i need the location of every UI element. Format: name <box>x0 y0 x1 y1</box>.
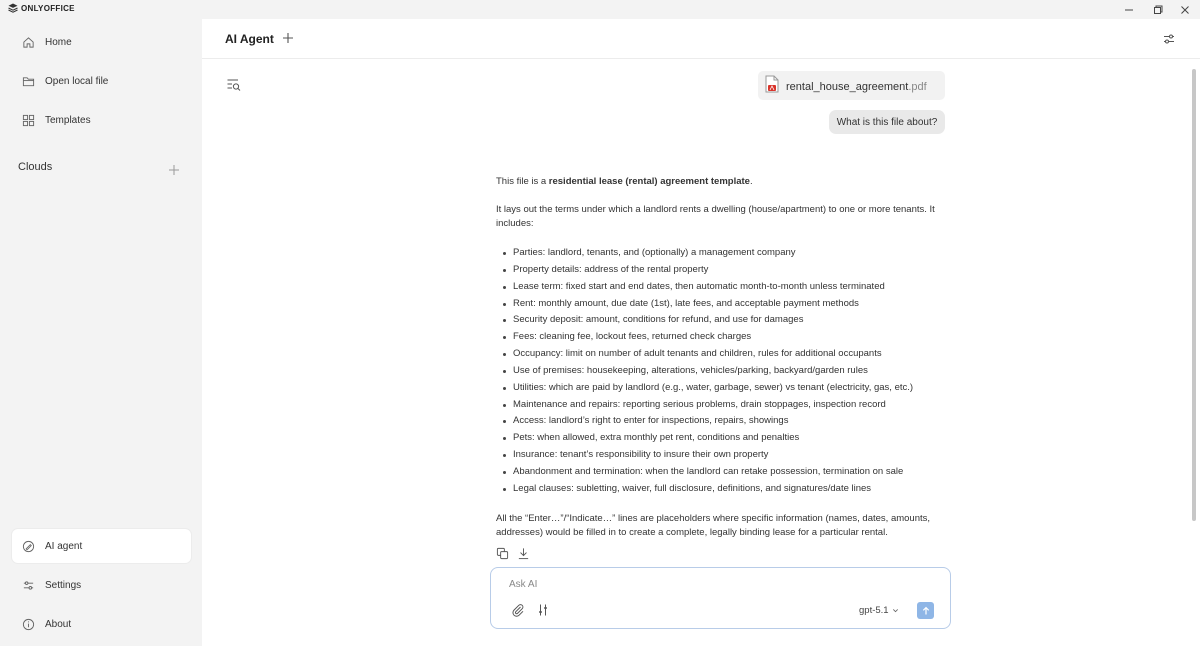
send-button[interactable] <box>917 602 934 619</box>
chevron-down-icon <box>892 607 899 614</box>
info-icon <box>12 618 45 631</box>
ask-ai-composer[interactable] <box>490 567 951 629</box>
clouds-section-label: Clouds <box>18 161 53 173</box>
sidebar-item-label: Settings <box>45 579 82 591</box>
history-search-icon <box>226 77 242 93</box>
pdf-file-icon <box>764 75 780 96</box>
list-item: Abandonment and termination: when the landlord can retake possession, termination on sale <box>496 464 956 481</box>
sidebar-item-label: Templates <box>45 114 91 126</box>
sidebar-item-label: About <box>45 618 72 630</box>
restore-icon[interactable] <box>1143 0 1173 19</box>
list-item: Insurance: tenant’s responsibility to insure their own property <box>496 447 956 464</box>
sliders-icon <box>1162 32 1176 46</box>
sliders-icon <box>12 579 45 592</box>
answer-list <box>496 245 956 498</box>
list-item: Maintenance and repairs: reporting serious problems, drain stoppages, inspection record <box>496 397 956 414</box>
title-bar <box>0 0 1200 19</box>
ai-agent-icon <box>12 540 45 553</box>
attached-file-chip[interactable] <box>758 71 945 100</box>
file-name: rental_house_agreement <box>786 80 909 93</box>
answer-closing: All the “Enter…”/“Indicate…” lines are placeholders where specific information (names, dates, amounts, addresses) would be filled in to create a complete, legally binding lease for a particular rental. <box>496 512 931 538</box>
chat-history-button[interactable] <box>226 77 242 93</box>
templates-grid-icon <box>12 114 45 127</box>
ask-ai-input[interactable]: Ask AI <box>509 579 538 590</box>
sidebar-item-templates[interactable] <box>12 103 191 137</box>
assistant-message <box>496 175 956 540</box>
list-item: Fees: cleaning fee, lockout fees, returned check charges <box>496 329 956 346</box>
download-button[interactable] <box>517 547 531 561</box>
add-cloud-button[interactable] <box>167 163 181 177</box>
arrow-up-icon <box>921 606 931 616</box>
list-item: Security deposit: amount, conditions for refund, and use for damages <box>496 312 956 329</box>
sidebar-item-label: Home <box>45 36 72 48</box>
paperclip-icon <box>511 603 525 617</box>
sidebar <box>0 19 202 646</box>
plus-icon <box>282 32 294 44</box>
copy-button[interactable] <box>496 547 510 561</box>
sidebar-item-label: AI agent <box>45 540 83 552</box>
list-item: Legal clauses: subletting, waiver, full disclosure, definitions, and signatures/date lines <box>496 481 956 498</box>
chat-area <box>202 59 1200 646</box>
minimize-icon[interactable] <box>1114 0 1144 19</box>
scrollbar-thumb[interactable] <box>1192 69 1196 521</box>
sidebar-item-ai-agent[interactable] <box>12 529 191 563</box>
brand-name: ONLYOFFICE <box>21 3 75 13</box>
user-message-bubble: What is this file about? <box>829 110 945 134</box>
sidebar-item-home[interactable] <box>12 25 191 59</box>
folder-icon <box>12 75 45 88</box>
copy-icon <box>496 547 509 560</box>
list-item: Utilities: which are paid by landlord (e.g., water, garbage, sewer) vs tenant (electricity, gas, etc.) <box>496 380 956 397</box>
page-title: AI Agent <box>225 32 274 46</box>
list-item: Pets: when allowed, extra monthly pet rent, conditions and penalties <box>496 430 956 447</box>
file-extension: .pdf <box>908 80 927 93</box>
tools-button[interactable] <box>536 603 550 617</box>
answer-intro: This file is a residential lease (rental) agreement template. <box>496 176 753 187</box>
sidebar-item-open-local-file[interactable] <box>12 64 191 98</box>
list-item: Use of premises: housekeeping, alterations, vehicles/parking, backyard/garden rules <box>496 363 956 380</box>
app-brand <box>8 3 75 13</box>
new-chat-button[interactable] <box>282 32 294 44</box>
list-item: Access: landlord’s right to enter for inspections, repairs, showings <box>496 413 956 430</box>
header <box>202 19 1200 59</box>
list-item: Property details: address of the rental property <box>496 262 956 279</box>
list-item: Rent: monthly amount, due date (1st), late fees, and acceptable payment methods <box>496 296 956 313</box>
list-item: Occupancy: limit on number of adult tenants and children, rules for additional occupants <box>496 346 956 363</box>
agent-settings-button[interactable] <box>1162 32 1176 46</box>
plus-icon <box>167 163 181 177</box>
model-select[interactable] <box>859 605 899 616</box>
model-name: gpt-5.1 <box>859 605 889 616</box>
sidebar-item-settings[interactable] <box>12 568 191 602</box>
answer-intro-bold: residential lease (rental) agreement template <box>548 176 750 187</box>
sidebar-item-about[interactable] <box>12 607 191 641</box>
answer-paragraph: It lays out the terms under which a landlord rents a dwelling (house/apartment) to one or more tenants. It includes: <box>496 204 935 229</box>
list-item: Parties: landlord, tenants, and (optionally) a management company <box>496 245 956 262</box>
list-item: Lease term: fixed start and end dates, then automatic month-to-month unless terminated <box>496 279 956 296</box>
download-icon <box>517 547 530 560</box>
tools-sliders-icon <box>536 603 550 617</box>
sidebar-item-label: Open local file <box>45 75 109 87</box>
home-icon <box>12 36 45 49</box>
attach-button[interactable] <box>511 603 525 617</box>
close-icon[interactable] <box>1170 0 1200 19</box>
onlyoffice-logo-icon <box>8 3 18 13</box>
